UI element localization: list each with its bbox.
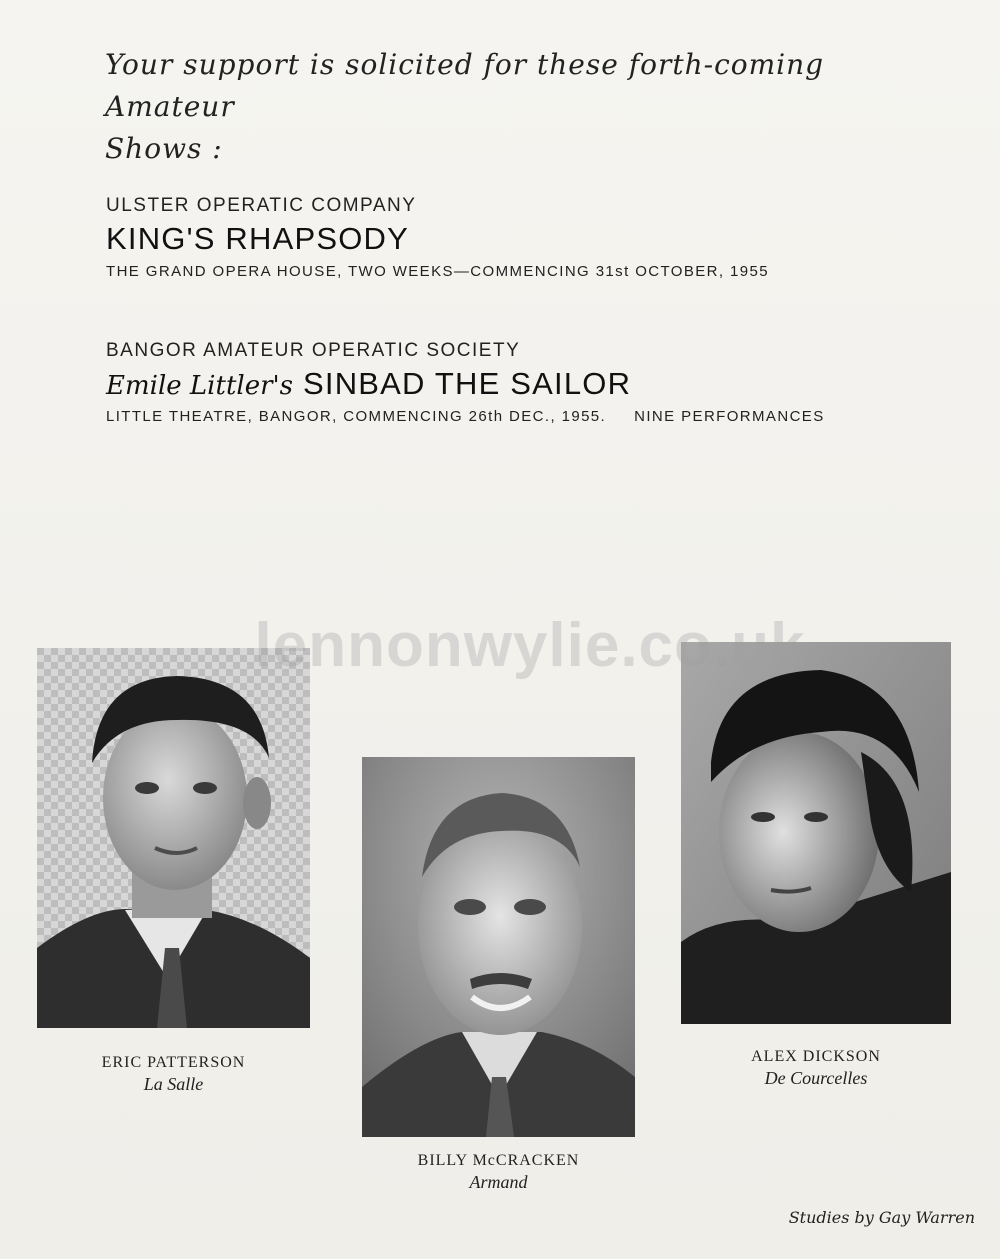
show-company: BANGOR AMATEUR OPERATIC SOCIETY [106, 340, 521, 361]
portrait-photo-eric-patterson [37, 648, 310, 1028]
intro-line-2: Shows : [105, 132, 223, 165]
cast-role: Armand [469, 1172, 528, 1192]
portrait-photo-billy-mccracken [362, 757, 635, 1137]
cast-name: ALEX DICKSON [751, 1048, 881, 1065]
intro-line-1: Your support is solicited for these forth-coming Amateur [105, 48, 825, 123]
caption-billy-mccracken [362, 1152, 635, 1193]
show-kings-rhapsody [106, 195, 906, 280]
cast-name: ERIC PATTERSON [101, 1054, 246, 1071]
cast-role: La Salle [143, 1074, 204, 1094]
show-title-prefix: Emile Littler's [106, 371, 294, 401]
show-sinbad-the-sailor [106, 340, 906, 425]
show-title: SINBAD THE SAILOR [303, 366, 632, 401]
watermark: lennonwylie.co.uk [254, 611, 806, 680]
show-title: KING'S RHAPSODY [106, 221, 409, 256]
caption-alex-dickson [681, 1048, 951, 1089]
caption-eric-patterson [37, 1054, 310, 1095]
cast-role: De Courcelles [764, 1068, 868, 1088]
photo-credit: Studies by Gay Warren [788, 1208, 975, 1227]
show-details: LITTLE THEATRE, BANGOR, COMMENCING 26th DEC., 1955. [106, 408, 607, 425]
show-performances: NINE PERFORMANCES [634, 408, 825, 425]
show-title-line [106, 366, 906, 402]
show-company: ULSTER OPERATIC COMPANY [106, 195, 417, 216]
portrait-photo-alex-dickson [681, 642, 951, 1024]
show-details-line [106, 408, 906, 425]
cast-name: BILLY McCRACKEN [417, 1152, 580, 1169]
show-details: THE GRAND OPERA HOUSE, TWO WEEKS—COMMENCING 31st OCTOBER, 1955 [106, 263, 770, 280]
intro-text [105, 44, 895, 170]
